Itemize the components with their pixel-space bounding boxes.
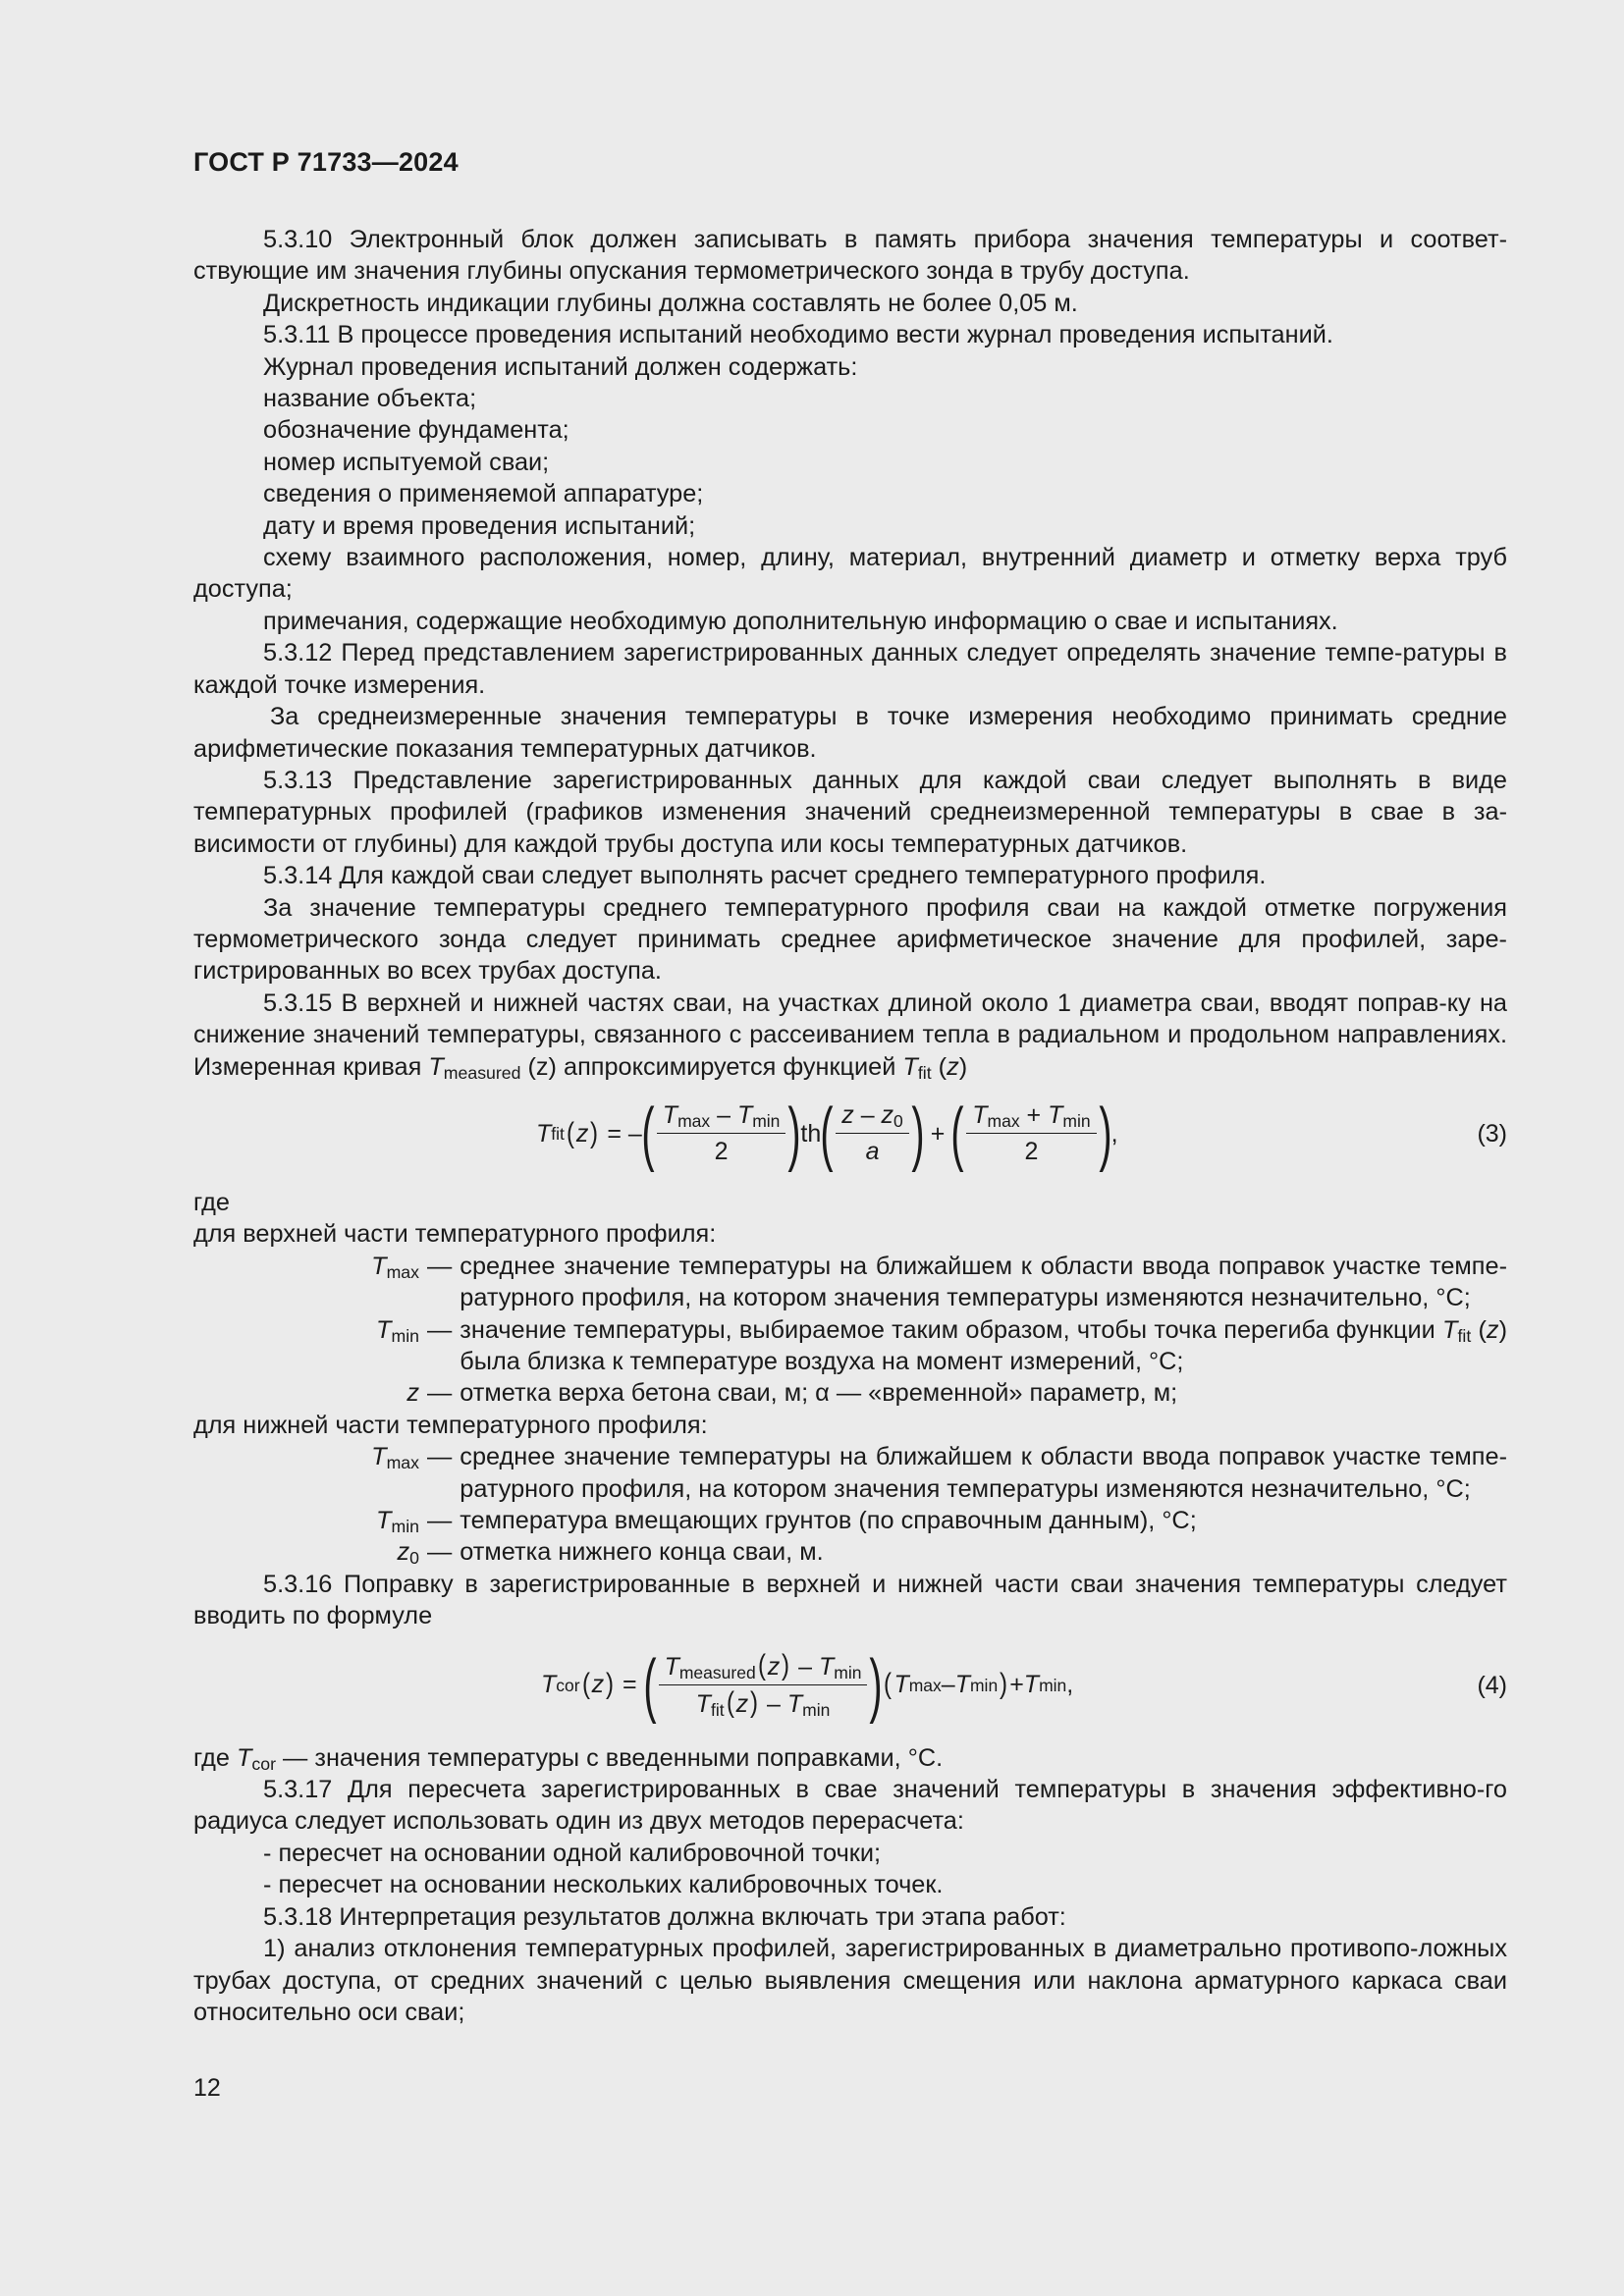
list-item: название объекта;: [263, 385, 477, 413]
page-number: 12: [193, 2074, 221, 2102]
formula-4-expression: T cor ( z ) = ( $\frac{T_{measured}(z) - T_{min}}{T_{fit}(z) - T_{min}}$ ) ( T max – T min ) + T min ,: [541, 1645, 1074, 1725]
lower-part-label: для нижней части температурного профиля:: [193, 1411, 708, 1439]
list-item: сведения о применяемой аппаратуре;: [263, 480, 704, 508]
paragraph: 1) анализ отклонения температурных профилей, зарегистрированных в диаметрально противопо-ложных трубах доступа, от средних значений с целью выявления смещения или наклона арматурного каркаса сваи относительно оси сваи;: [193, 1935, 1507, 2026]
definition-tmin: $T_{min}$ — температура вмещающих грунтов (по справочным данным), °С;: [376, 1507, 1197, 1537]
definition-tmax: $T_{max}$ — среднее значение температуры на ближайшем к области ввода поправок участке темпе-ратурного профиля, на котором значения температуры изменяются незначительно, °С;: [371, 1443, 1507, 1503]
paragraph: 5.3.11 В процессе проведения испытаний необходимо вести журнал проведения испытаний.: [263, 321, 1333, 349]
paragraph: 5.3.12 Перед представлением зарегистрированных данных следует определять значение темпе-ратуры в каждой точке измерения.: [193, 639, 1507, 699]
paragraph-5-3-15: 5.3.15 В верхней и нижней частях сваи, на участках длиной около 1 диаметра сваи, вводят поправ-ку на снижение значений температуры, связанного с рассеиванием тепла в радиальном и продольном направлениях. Измеренная кривая $T_{measured}$ (z) аппроксимируется функцией $T_{fit}$ (z): [193, 988, 1507, 1083]
list-item: схему взаимного расположения, номер, длину, материал, внутренний диаметр и отметку верха труб доступа;: [193, 544, 1507, 604]
paragraph-5-3-16: 5.3.16 Поправку в зарегистрированные в верхней и нижней части сваи значения температуры следует вводить по формуле: [193, 1570, 1507, 1630]
lower-definitions: [193, 1441, 1507, 1569]
paragraph-5-3-18: 5.3.18 Интерпретация результатов должна включать три этапа работ:: [263, 1902, 1066, 1931]
list-item: - пересчет на основании одной калибровочной точки;: [263, 1839, 882, 1867]
tcor-definition: где $T_{cor}$ — значения температуры с введенными поправками, °С.: [193, 1743, 944, 1774]
list-item: примечания, содержащие необходимую дополнительную информацию о свае и испытаниях.: [263, 607, 1338, 635]
formula-3: [193, 1089, 1507, 1179]
formula-3-number: (3): [1477, 1119, 1507, 1148]
paragraph: За значение температуры среднего температурного профиля сваи на каждой отметке погружения термометрического зонда следует принимать среднее арифметическое значение для профилей, заре-гистрированных во всех трубах доступа.: [193, 893, 1507, 986]
formula-3-expression: T fit ( z ) = – ( $\frac{T_{max} - T_{min}}{2}$ ) th ( $\frac{z - z_0}{a}$ ) + ( $\frac{T_{max} + T_{min}}{2}$ ) ,: [536, 1094, 1118, 1173]
definition-tmin: $T_{min}$ — значение температуры, выбираемое таким образом, чтобы точка перегиба функции $T_{fit}$ (z) была близка к температуре воздуха на момент измерений, °С;: [376, 1315, 1508, 1375]
paragraph: За среднеизмеренные значения температуры в точке измерения необходимо принимать средние арифметические показания температурных датчиков.: [193, 703, 1507, 763]
paragraph: 5.3.10 Электронный блок должен записывать в память прибора значения температуры и соответ-ствующие им значения глубины опускания термометрического зонда в трубу доступа.: [193, 226, 1507, 286]
definition-tmax: $T_{max}$ — среднее значение температуры на ближайшем к области ввода поправок участке темпе-ратурного профиля, на котором значения температуры изменяются незначительно, °С;: [371, 1252, 1507, 1312]
where-label: где: [193, 1188, 230, 1216]
paragraph: Дискретность индикации глубины должна составлять не более 0,05 м.: [263, 289, 1078, 317]
paragraph: 5.3.14 Для каждой сваи следует выполнять расчет среднего температурного профиля.: [263, 862, 1267, 890]
list-item: номер испытуемой сваи;: [263, 448, 550, 476]
formula-4-number: (4): [1477, 1671, 1507, 1699]
paragraph: Журнал проведения испытаний должен содержать:: [263, 352, 858, 381]
document-body: [193, 224, 1507, 2028]
definition-z0: $z_0$ — отметка нижнего конца сваи, м.: [397, 1538, 824, 1569]
paragraph-5-3-17: 5.3.17 Для пересчета зарегистрированных в свае значений температуры в значения эффективно-го радиуса следует использовать один из двух методов перерасчета:: [193, 1776, 1507, 1836]
upper-definitions: [193, 1251, 1507, 1410]
formula-4: [193, 1636, 1507, 1735]
list-item: дату и время проведения испытаний;: [263, 511, 696, 540]
list-item: - пересчет на основании нескольких калибровочных точек.: [263, 1871, 944, 1899]
upper-part-label: для верхней части температурного профиля:: [193, 1220, 717, 1249]
document-header: ГОСТ Р 71733—2024: [193, 147, 459, 177]
list-item: обозначение фундамента;: [263, 416, 569, 445]
paragraph: 5.3.13 Представление зарегистрированных данных для каждой сваи следует выполнять в виде температурных профилей (графиков изменения значений среднеизмеренной температуры в свае в за-висимости от глубины) для каждой трубы доступа или косы температурных датчиков.: [193, 766, 1507, 858]
definition-z: z — отметка верха бетона сваи, м; α — «временной» параметр, м;: [406, 1379, 1178, 1408]
